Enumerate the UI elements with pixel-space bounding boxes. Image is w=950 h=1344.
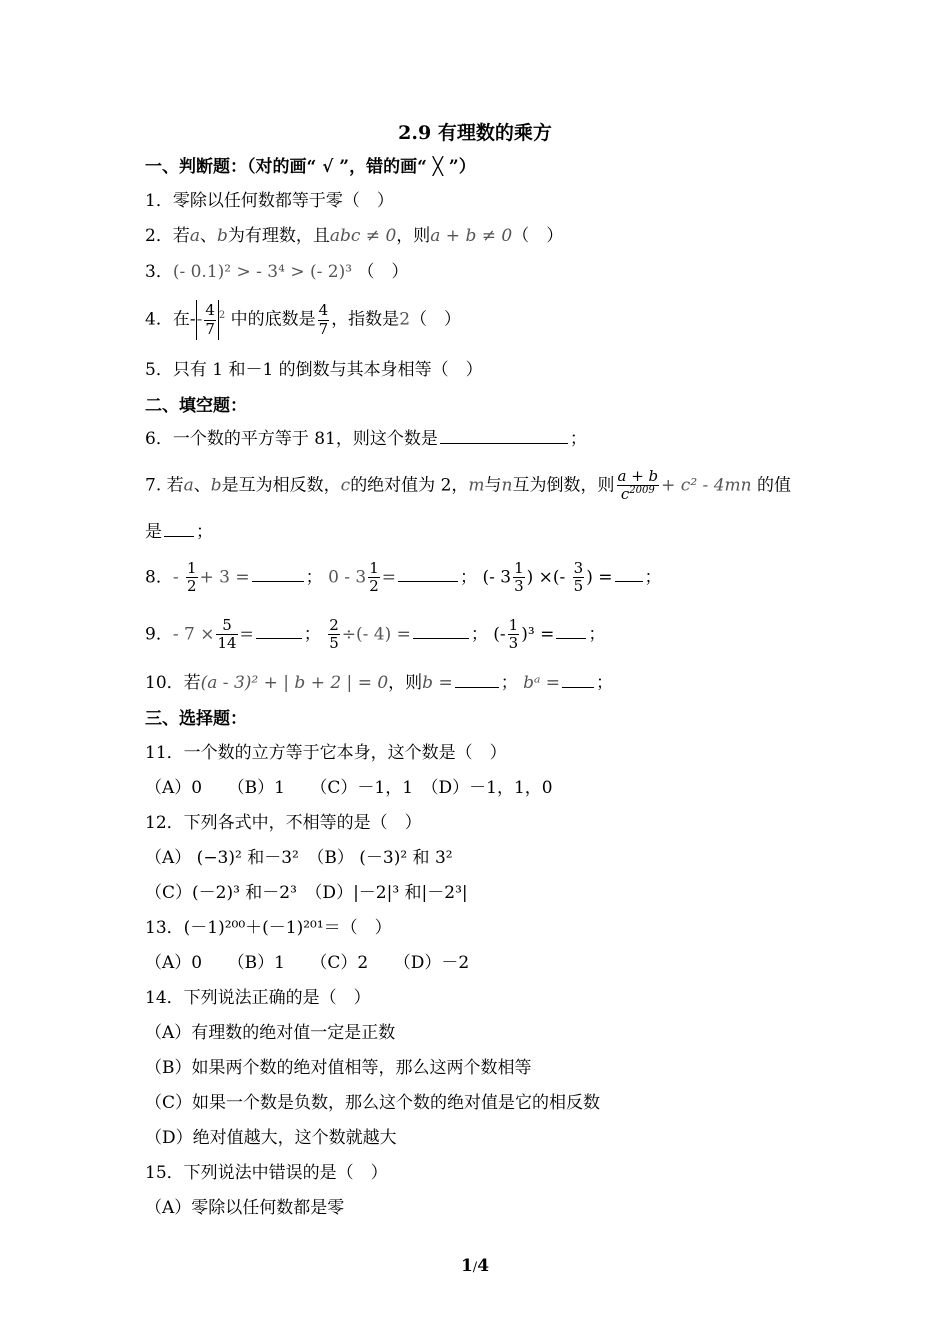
question-14-option-a: （A）有理数的绝对值一定是正数 [145,1023,396,1043]
answer-blank[interactable] [562,686,594,688]
question-14-option-d: （D）绝对值越大，这个数就越大 [145,1128,397,1148]
question-11: 11．一个数的立方等于它本身，这个数是（ ） [145,743,507,763]
question-5: 5．只有 1 和－1 的倒数与其本身相等（ ） [145,360,483,380]
page-separator: / [472,1260,478,1275]
q3-lead: 3． [145,262,173,282]
q2-expr1: abc ≠ 0 [329,226,397,246]
q7-expression: + c² - 4mn [661,475,752,496]
q4-text-b: 中的底数是 [230,309,316,330]
q7-text-g: 的值 [756,475,791,496]
answer-blank[interactable] [556,637,586,639]
q4-text-d: （ ） [410,309,462,330]
q2-text-d: （ ） [512,226,564,246]
q7-text-c: 是互为相反数， [221,475,341,496]
q7-var-b: b [210,475,222,496]
q7b-end: ； [196,522,213,542]
q6-text: 6．一个数的平方等于 81，则这个数是 [145,429,438,449]
q7-text-b: 、 [193,475,211,496]
question-13: 13．(－1)²⁰⁰＋(－1)²⁰¹＝（ ） [145,918,392,938]
q2-text-c: ，则 [396,226,431,246]
answer-blank[interactable] [413,637,469,639]
q6-end: ； [569,429,587,449]
question-7-continued [145,522,213,542]
q7-var-m: m [468,475,485,496]
question-3 [145,262,408,282]
question-10: 10．若(a - 3)² + | b + 2 | = 0，则b = ； bᵃ = ； [145,673,614,693]
section-heading-judgement: 一、判断题：（对的画“ √ ”，错的画“ ╳ ”） [145,157,476,177]
q4-text-a: 4．在- [145,309,196,330]
q2-text-a: 2．若 [145,226,190,246]
section-heading-choice: 三、选择题： [145,709,247,729]
q4-base-fraction: $\frac{4}{7}$ [318,301,329,338]
question-4: 4．在-- $\frac{4}{7}$ $^2$ 中的底数是 $\frac{4}{7}$ ，指数是2（ ） [145,300,461,340]
question-9: 9．- 7 × $\frac{5}{14}$ = ； $\frac{2}{5}$ ÷(- 4) = ； (- $\frac{1}{3}$ )³ = ； [145,616,606,653]
question-6 [145,429,587,449]
q2-var-b: b [216,226,228,246]
answer-blank[interactable] [615,580,643,582]
q7-var-a: a [183,475,194,496]
current-page: 1 [460,1256,473,1276]
q7-text-a: 7. 若 [145,475,184,496]
answer-blank[interactable] [455,686,499,688]
question-2 [145,226,563,246]
q7-text-f: 互为倒数，则 [512,475,615,496]
question-7 [145,468,791,504]
q2-sep: 、 [199,226,217,246]
question-15-option-a: （A）零除以任何数都是零 [145,1198,345,1218]
question-11-options: （A）0 （B）1 （C）－1，1 （D）－1，1，0 [145,778,553,798]
q4-exponent: 2 [399,309,411,330]
question-14-option-c: （C）如果一个数是负数，那么这个数的绝对值是它的相反数 [145,1093,601,1113]
q4-fraction: $\frac{4}{7}$ [205,301,215,338]
page-title: 2.9 有理数的乘方 [398,122,552,144]
q2-text-b: 为有理数，且 [227,226,330,246]
question-12: 12．下列各式中，不相等的是（ ） [145,813,422,833]
q3-tail: （ ） [357,262,409,282]
question-12-options-1: （A） (−3)² 和－3² （B） (－3)² 和 3² [145,848,453,868]
q2-expr2: a + b ≠ 0 [430,226,513,246]
q7-text-d: 的绝对值为 2， [350,475,469,496]
question-8: 8．- $\frac{1}{2}$ + 3 = ； 0 - 3 $\frac{1}{2}$ = ； (- 3 $\frac{1}{3}$ ) ×(- $\frac{3}{5}$ ) = ； [145,559,662,596]
q7b-text: 是 [145,522,162,542]
answer-blank[interactable] [252,580,304,582]
answer-blank[interactable] [440,442,568,444]
answer-blank[interactable] [398,580,458,582]
q3-expr: (- 0.1)² > - 3⁴ > (- 2)³ [172,262,353,282]
answer-blank[interactable] [256,637,302,639]
question-14-option-b: （B）如果两个数的绝对值相等，那么这两个数相等 [145,1058,532,1078]
answer-blank[interactable] [164,535,194,537]
q7-text-e: 与 [484,475,502,496]
q7-var-n: n [501,475,513,496]
question-14: 14．下列说法正确的是（ ） [145,988,371,1008]
question-12-options-2: （C）(－2)³ 和－2³ （D）|－2|³ 和|－2³| [145,883,468,903]
page-number [0,1256,950,1276]
question-15: 15．下列说法中错误的是（ ） [145,1163,388,1183]
question-13-options: （A）0 （B）1 （C）2 （D）－2 [145,953,470,973]
section-heading-fill-blank: 二、填空题： [145,396,247,416]
q7-fraction: $\frac{a + b}{c^{2009}}$ [617,467,659,504]
q7-var-c: c [340,475,351,496]
q4-text-c: ，指数是 [331,309,400,330]
q2-var-a: a [189,226,200,246]
total-pages: 4 [477,1256,490,1276]
question-1: 1．零除以任何数都等于零（ ） [145,191,394,211]
